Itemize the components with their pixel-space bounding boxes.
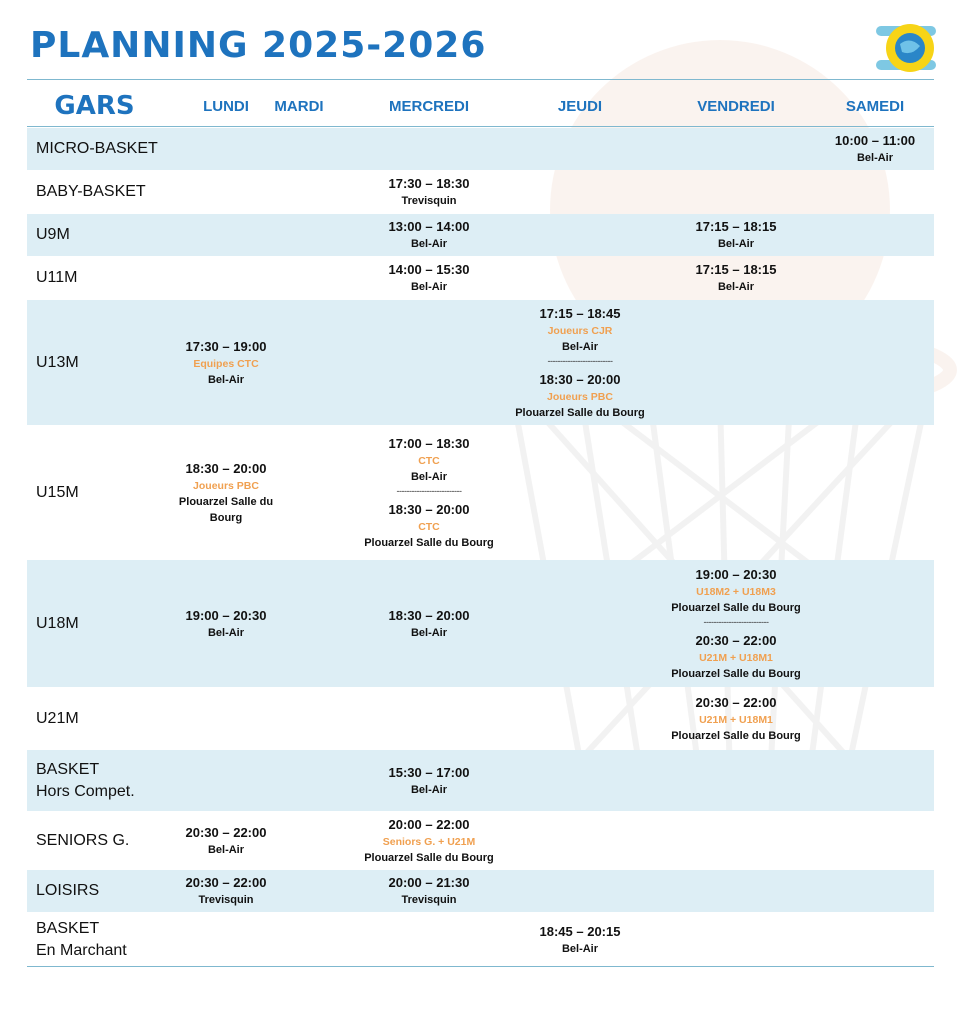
time-slot xyxy=(671,566,801,616)
day-header-mercredi: MERCREDI xyxy=(388,97,469,115)
row-label-line: U9M xyxy=(36,226,70,243)
table-row xyxy=(27,913,934,966)
slot-place: Bel-Air xyxy=(410,281,448,293)
slot-place: Bel-Air xyxy=(561,942,599,955)
table-row xyxy=(27,688,934,749)
slot-time: 17:15 – 18:15 xyxy=(695,262,777,277)
day-header-vendredi: VENDREDI xyxy=(697,97,775,115)
slot-place: Bel-Air xyxy=(410,238,448,250)
table-row xyxy=(27,300,934,425)
slot-place: Trevisquin xyxy=(401,195,457,207)
slot-time: 19:00 – 20:30 xyxy=(695,566,777,582)
row-label-line: SENIORS G. xyxy=(36,831,130,849)
schedule-cell xyxy=(354,560,504,687)
row-label xyxy=(36,128,158,170)
slot-time: 20:00 – 22:00 xyxy=(388,816,470,832)
slot-time: 18:45 – 20:15 xyxy=(539,923,621,939)
row-label xyxy=(36,300,79,425)
slot-time: 14:00 – 15:30 xyxy=(388,262,470,277)
time-slot xyxy=(389,261,470,295)
time-slot xyxy=(186,824,267,858)
slot-place: Trevisquin xyxy=(401,894,457,906)
slot-place: Bel-Air xyxy=(717,238,755,250)
table-row xyxy=(27,214,934,256)
day-header-mardi: MARDI xyxy=(274,97,324,115)
slot-place: Trevisquin xyxy=(198,894,254,906)
row-label xyxy=(36,257,78,299)
row-label xyxy=(36,171,146,213)
time-slot xyxy=(696,218,777,252)
slot-team: CTC xyxy=(418,521,440,533)
slot-place: Bel-Air xyxy=(856,152,894,164)
slot-time: 18:30 – 20:00 xyxy=(185,461,267,476)
schedule-cell xyxy=(498,300,662,425)
time-slot xyxy=(835,132,915,166)
slot-time: 20:30 – 22:00 xyxy=(185,875,267,890)
day-header-lundi: LUNDI xyxy=(203,97,249,115)
table-row xyxy=(27,128,934,170)
row-label-line: En Marchant xyxy=(36,941,127,959)
row-label xyxy=(36,427,79,559)
time-slot xyxy=(389,607,470,641)
table-row xyxy=(27,750,934,811)
slot-time: 20:30 – 22:00 xyxy=(695,632,777,648)
time-slot xyxy=(186,607,267,641)
slot-team: U21M + U18M1 xyxy=(699,713,773,726)
schedule-cell xyxy=(664,688,808,749)
slot-place: Bel-Air xyxy=(410,626,448,639)
slot-time: 18:30 – 20:00 xyxy=(388,607,470,623)
slot-place: Plouarzel Salle du Bourg xyxy=(671,667,801,680)
schedule-cell xyxy=(354,214,504,256)
header-rule xyxy=(27,126,934,127)
slot-time: 18:30 – 20:00 xyxy=(539,371,621,387)
slot-place: Plouarzel Salle du Bourg xyxy=(671,729,801,742)
slot-time: 18:30 – 20:00 xyxy=(388,502,470,517)
time-slot xyxy=(671,632,801,682)
slot-separator: -------------------------- xyxy=(396,486,462,496)
slot-time: 19:00 – 20:30 xyxy=(185,607,267,623)
time-slot xyxy=(389,874,470,908)
schedule-cell xyxy=(354,171,504,213)
slot-place: Bel-Air xyxy=(207,373,245,386)
time-slot xyxy=(364,816,494,866)
table-row xyxy=(27,257,934,299)
slot-separator: -------------------------- xyxy=(547,355,613,366)
row-label-line: U13M xyxy=(36,353,79,371)
slot-time: 17:30 – 18:30 xyxy=(388,176,470,191)
row-label xyxy=(36,214,70,256)
group-header: GARS xyxy=(54,91,135,121)
table-row xyxy=(27,171,934,213)
schedule-cell xyxy=(664,560,808,687)
row-label-line: LOISIRS xyxy=(36,882,100,899)
time-slot xyxy=(696,261,777,295)
time-slot xyxy=(540,305,621,355)
slot-team: U18M2 + U18M3 xyxy=(696,585,776,598)
row-label-line: U18M xyxy=(36,614,79,632)
row-label-line: BASKET xyxy=(36,760,100,778)
time-slot xyxy=(515,371,645,421)
slot-time: 20:30 – 22:00 xyxy=(185,824,267,840)
slot-time: 10:00 – 11:00 xyxy=(834,133,916,148)
schedule-cell xyxy=(354,812,504,869)
slot-time: 17:00 – 18:30 xyxy=(388,436,470,451)
table-row xyxy=(27,812,934,869)
schedule-cell xyxy=(354,427,504,559)
row-label-line: U21M xyxy=(36,709,79,727)
slot-time: 17:30 – 19:00 xyxy=(185,338,267,354)
row-label xyxy=(36,560,79,687)
day-header-jeudi: JEUDI xyxy=(557,97,603,115)
schedule-cell xyxy=(162,560,290,687)
time-slot xyxy=(389,764,470,798)
slot-place: Bel-Air xyxy=(717,281,755,293)
time-slot xyxy=(389,175,470,209)
schedule-cell xyxy=(813,128,937,170)
slot-time: 17:15 – 18:45 xyxy=(539,305,621,321)
time-slot xyxy=(540,923,621,957)
time-slot xyxy=(389,435,470,485)
schedule-cell xyxy=(354,257,504,299)
row-label xyxy=(36,750,135,811)
slot-place: Plouarzel Salle du Bourg xyxy=(671,601,801,614)
row-label xyxy=(36,870,99,912)
time-slot xyxy=(162,460,290,526)
page-title: PLANNING 2025-2026 xyxy=(30,25,487,66)
table-row xyxy=(27,560,934,687)
schedule-cell xyxy=(162,300,290,425)
time-slot xyxy=(186,874,267,908)
schedule-cell xyxy=(162,870,290,912)
time-slot xyxy=(186,338,267,388)
time-slot xyxy=(364,501,494,551)
slot-team: Joueurs PBC xyxy=(547,390,613,403)
row-label-line: BABY-BASKET xyxy=(36,183,146,200)
day-header-samedi: SAMEDI xyxy=(845,97,905,115)
schedule-cell xyxy=(162,427,290,559)
slot-place: Plouarzel Salle du Bourg xyxy=(515,406,645,419)
slot-place: Plouarzel Salle du Bourg xyxy=(364,851,494,864)
slot-place: Plouarzel Salle du Bourg xyxy=(178,496,274,524)
slot-time: 15:30 – 17:00 xyxy=(388,764,470,780)
row-label-line: U15M xyxy=(36,484,79,501)
slot-team: Joueurs PBC xyxy=(193,480,259,492)
row-label xyxy=(36,812,129,869)
slot-team: Joueurs CJR xyxy=(547,324,613,337)
slot-place: Bel-Air xyxy=(410,471,448,483)
slot-time: 20:00 – 21:30 xyxy=(388,875,470,890)
slot-team: Seniors G. + U21M xyxy=(382,835,476,848)
slot-time: 17:15 – 18:15 xyxy=(695,219,777,234)
slot-team: Equipes CTC xyxy=(193,357,259,370)
slot-place: Bel-Air xyxy=(561,340,599,353)
time-slot xyxy=(389,218,470,252)
slot-time: 20:30 – 22:00 xyxy=(695,694,777,710)
time-slot xyxy=(671,694,801,744)
row-label-line: U11M xyxy=(36,269,78,286)
row-label-line: BASKET xyxy=(36,919,100,937)
slot-place: Plouarzel Salle du Bourg xyxy=(364,537,494,549)
slot-time: 13:00 – 14:00 xyxy=(388,219,470,234)
slot-team: U21M + U18M1 xyxy=(699,651,773,664)
row-label xyxy=(36,913,127,966)
club-logo-icon xyxy=(876,22,936,74)
slot-place: Bel-Air xyxy=(207,843,245,856)
top-rule xyxy=(27,79,934,80)
schedule-cell xyxy=(664,257,808,299)
slot-place: Bel-Air xyxy=(207,626,245,639)
row-label xyxy=(36,688,79,749)
schedule-cell xyxy=(354,750,504,811)
slot-place: Bel-Air xyxy=(410,783,448,796)
slot-team: CTC xyxy=(418,455,440,467)
table-row xyxy=(27,427,934,559)
bottom-rule xyxy=(27,966,934,967)
schedule-cell xyxy=(498,913,662,966)
table-row xyxy=(27,870,934,912)
schedule-cell xyxy=(162,812,290,869)
row-label-line: MICRO-BASKET xyxy=(36,140,158,157)
schedule-cell xyxy=(664,214,808,256)
schedule-cell xyxy=(354,870,504,912)
slot-separator: -------------------------- xyxy=(703,616,769,627)
row-label-line: Hors Compet. xyxy=(36,782,135,800)
